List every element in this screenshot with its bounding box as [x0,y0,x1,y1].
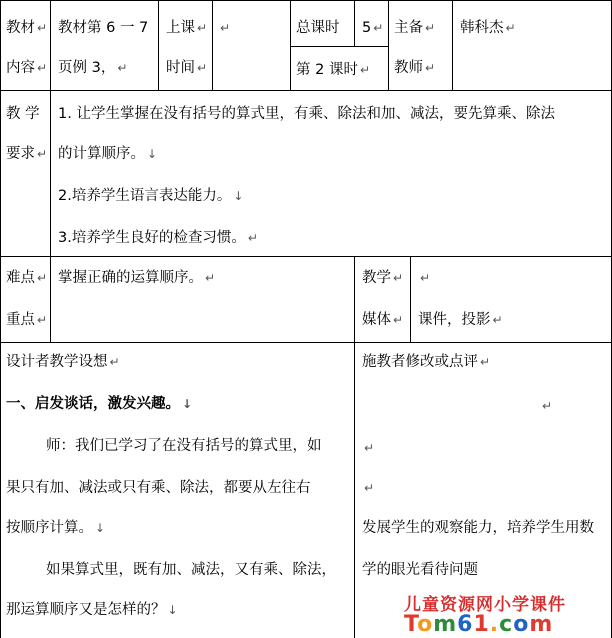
col-divider [0,0,1,638]
col-divider [452,0,453,90]
requirements-label: 教 学 [6,106,40,122]
media-blank: ↵ [420,271,431,285]
comment-marker: ↵ [364,481,375,495]
difficulty-label: 难点 ↵ [6,270,48,286]
paragraph-line: 果只有加、减法或只有乘、除法，都要从左往右 [6,480,311,496]
zongkeshi-value: 5 ↵ [362,20,384,36]
comment-marker: ↵ [542,399,553,413]
requirement-line: 1. 让学生掌握在没有括号的算式里，有乘、除法和加、减法，要先算乘、除法 [58,106,555,122]
col-divider [212,0,213,90]
comment-line: 学的眼光看待问题 [362,562,478,578]
jiaocai-value: 页例 3， ↵ [58,60,128,76]
col-divider [354,0,355,46]
comment-heading: 施教者修改或点评 ↵ [362,354,491,370]
shangke-value: ↵ [220,21,231,35]
row-divider [0,90,612,91]
col-divider [354,256,355,638]
requirement-line: 3.培养学生良好的检查习惯。 ↵ [58,230,258,246]
col-divider [410,256,411,342]
jiaocai-label: 教材 ↵ [6,20,48,36]
zhubei-label: 主备 ↵ [394,20,436,36]
col-divider [290,0,291,90]
paragraph-line: 师：我们已学习了在没有括号的算式里，如 [46,438,322,454]
media-label: 教学 ↵ [362,270,404,286]
media-value: 课件，投影 ↵ [418,312,503,328]
row-divider [290,46,388,47]
paragraph-line: 那运算顺序又是怎样的？ ↓ [6,602,178,618]
row-divider [0,256,612,257]
jiaocai-value: 教材第 6 一 7 [58,20,149,36]
watermark-logo-text: 儿童资源网小学课件 [404,595,566,615]
zhubei-label: 教师 ↵ [394,60,436,76]
paragraph-line: 如果算式里，既有加、减法，又有乘、除法， [46,562,336,578]
comment-line: 发展学生的观察能力，培养学生用数 [362,520,594,536]
row-divider [0,0,612,1]
shangke-label: 时间 ↵ [166,60,208,76]
requirements-label: 要求 ↵ [6,146,48,162]
jiaocai-label: 内容 ↵ [6,60,48,76]
section-title: 一、启发谈话，激发兴趣。 ↓ [6,396,193,412]
design-heading: 设计者教学设想 ↵ [6,354,120,370]
comment-marker: ↵ [364,441,375,455]
shangke-label: 上课 ↵ [166,20,208,36]
teacher-name: 韩科杰 ↵ [460,20,516,36]
col-divider [388,0,389,90]
col-divider [50,0,51,342]
watermark-logo-url: Tom61.com [404,612,554,637]
difficulty-label: 重点 ↵ [6,312,48,328]
paragraph-line: 按顺序计算。 ↓ [6,520,106,536]
difficulty-text: 掌握正确的运算顺序。 ↵ [58,270,216,286]
row-divider [0,342,612,343]
col-divider [158,0,159,90]
zongkeshi-label: 总课时 [296,20,340,36]
current-lesson: 第 2 课时 ↵ [296,62,371,78]
requirement-line: 的计算顺序。 ↓ [58,146,158,162]
media-label: 媒体 ↵ [362,312,404,328]
requirement-line: 2.培养学生语言表达能力。 ↓ [58,188,244,204]
